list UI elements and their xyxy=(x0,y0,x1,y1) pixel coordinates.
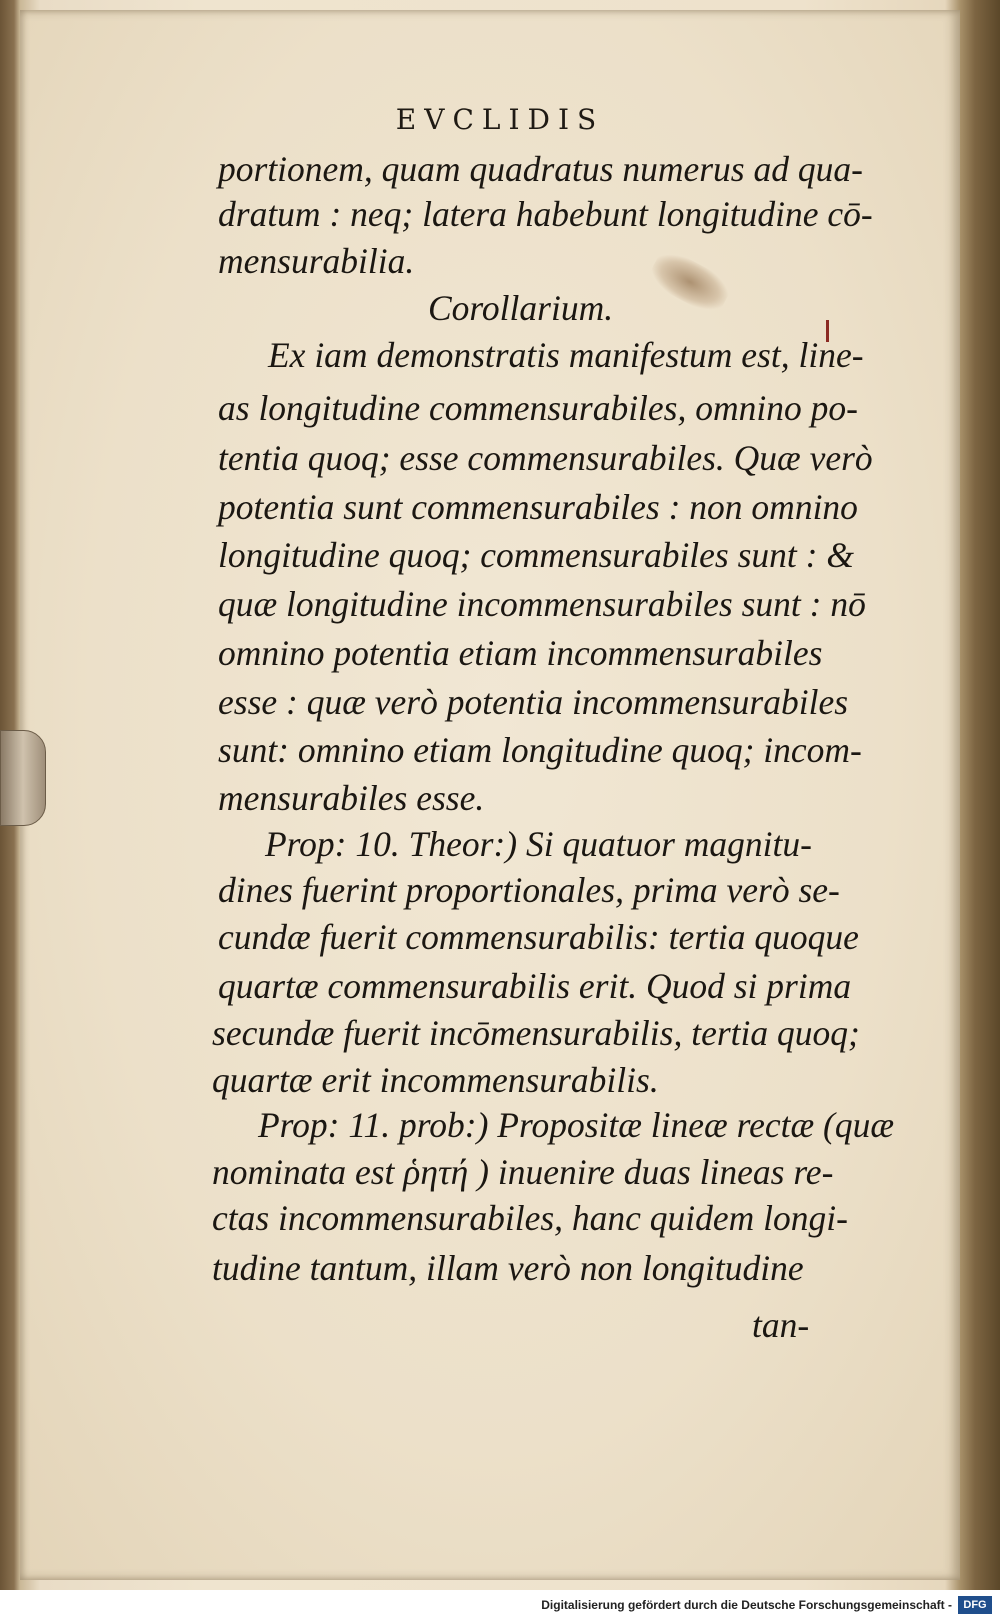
text-line: longitudine quoq; commensurabiles sunt : & xyxy=(218,535,854,575)
text-line: dratum : neq; latera habebunt longitudine cō- xyxy=(218,194,873,234)
text-line: Ex iam demonstratis manifestum est, line- xyxy=(268,335,864,375)
running-header: EVCLIDIS xyxy=(395,103,605,136)
text-line: tudine tantum, illam verò non longitudine xyxy=(212,1248,804,1288)
text-line: ctas incommensurabiles, hanc quidem longi- xyxy=(212,1198,848,1238)
text-line: Prop: 11. prob:) Propositæ lineæ rectæ (quæ xyxy=(258,1105,895,1145)
text-line: omnino potentia etiam incommensurabiles xyxy=(218,633,823,673)
text-line: Prop: 10. Theor:) Si quatuor magnitu- xyxy=(265,824,812,864)
text-line: mensurabilia. xyxy=(218,241,415,281)
book-clasp xyxy=(0,730,46,826)
text-line: nominata est ῥητή ) inuenire duas lineas re- xyxy=(212,1152,834,1192)
text-line: as longitudine commensurabiles, omnino po- xyxy=(218,388,858,428)
footer-bar xyxy=(0,1590,1000,1624)
text-line: tentia quoq; esse commensurabiles. Quæ verò xyxy=(218,438,873,478)
text-line: sunt: omnino etiam longitudine quoq; incom- xyxy=(218,730,862,770)
text-line: cundæ fuerit commensurabilis: tertia quoque xyxy=(218,917,859,957)
page xyxy=(20,10,960,1580)
section-heading: Corollarium. xyxy=(428,288,614,328)
catchword: tan- xyxy=(752,1305,810,1345)
text-line: potentia sunt commensurabiles : non omnino xyxy=(218,487,858,527)
text-line: esse : quæ verò potentia incommensurabiles xyxy=(218,682,849,722)
text-line: dines fuerint proportionales, prima verò se- xyxy=(218,870,840,910)
dfg-logo: DFG xyxy=(958,1596,992,1614)
text-line: portionem, quam quadratus numerus ad qua- xyxy=(218,149,863,189)
text-line: quæ longitudine incommensurabiles sunt : nō xyxy=(218,584,866,624)
text-line: secundæ fuerit incōmensurabilis, tertia quoq; xyxy=(212,1013,860,1053)
funding-credit: Digitalisierung gefördert durch die Deutsche Forschungsgemeinschaft - xyxy=(541,1598,952,1612)
text-line: mensurabiles esse. xyxy=(218,778,485,818)
text-line: quartæ erit incommensurabilis. xyxy=(212,1060,659,1100)
text-line: quartæ commensurabilis erit. Quod si prima xyxy=(218,966,852,1006)
